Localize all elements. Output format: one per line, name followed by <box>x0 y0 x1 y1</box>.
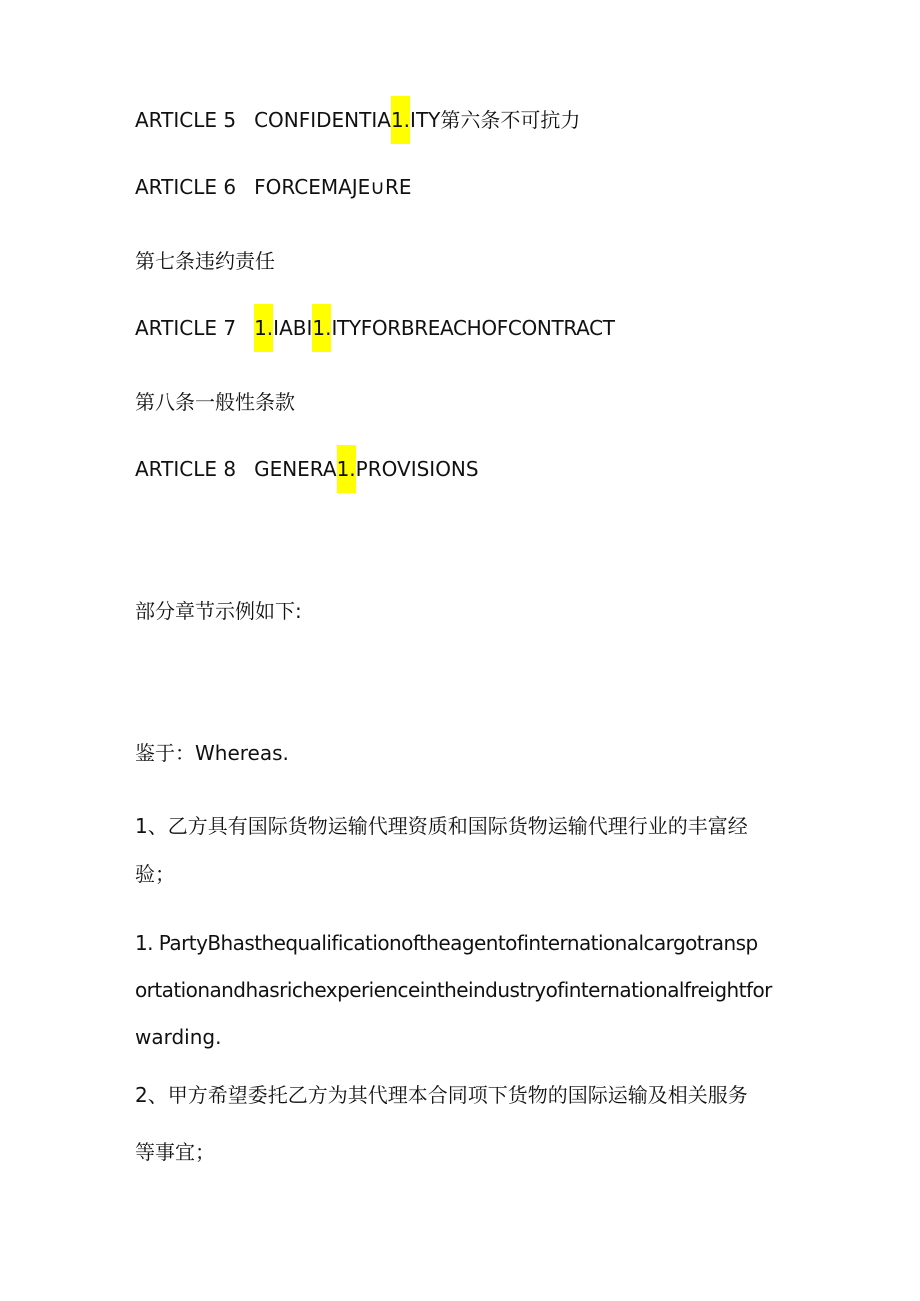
item-2-zh-line-1: 2、甲方希望委托乙方为其代理本合同项下货物的国际运输及相关服务 <box>135 1083 748 1107</box>
article-8-highlight: 1. <box>337 445 356 493</box>
article-5-prefix: ARTICLE 5 <box>135 108 237 132</box>
article-6-prefix: ARTICLE 6 <box>135 175 237 199</box>
article-6-line <box>135 173 411 201</box>
article-5-highlight: 1. <box>391 96 410 144</box>
article-7-highlight-2: 1. <box>312 304 331 352</box>
item-2-zh-line-2: 等事宜； <box>135 1140 215 1164</box>
section-intro: 部分章节示例如下: <box>135 599 302 623</box>
article-7-zh-heading: 第七条违约责任 <box>135 249 275 273</box>
article-8-prefix: ARTICLE 8 <box>135 457 237 481</box>
article-7-title-part1: IABI <box>273 316 313 340</box>
item-1-en-line-2: ortationandhasrichexperienceintheindustryofinternationalfreightfor <box>135 978 772 1002</box>
article-7-highlight-1: 1. <box>254 304 273 352</box>
item-1-zh-line-1: 1、乙方具有国际货物运输代理资质和国际货物运输代理行业的丰富经 <box>135 814 748 838</box>
article-5-title-part2: ITY <box>410 108 441 132</box>
article-7-line <box>135 314 615 342</box>
item-1-zh-line-2: 验； <box>135 862 175 886</box>
article-5-title-part1: CONFIDENTIA <box>254 108 391 132</box>
article-8-line <box>135 455 479 483</box>
item-1-en-line-3: warding. <box>135 1025 222 1049</box>
article-7-prefix: ARTICLE 7 <box>135 316 237 340</box>
article-7-title-part2: ITYFORBREACHOFCONTRACT <box>331 316 615 340</box>
article-5-line <box>135 106 580 134</box>
article-6-zh-heading: 第六条不可抗力 <box>440 108 581 132</box>
article-8-zh-heading: 第八条一般性条款 <box>135 390 295 414</box>
article-8-title-part2: PROVISIONS <box>355 457 479 481</box>
article-6-title: FORCEMAJE∪RE <box>254 175 412 199</box>
item-1-en-line-1: 1. PartyBhasthequalificationoftheagentofinternationalcargotransp <box>135 931 758 955</box>
article-8-title-part1: GENERA <box>254 457 337 481</box>
whereas-line: 鉴于：Whereas. <box>135 741 289 765</box>
